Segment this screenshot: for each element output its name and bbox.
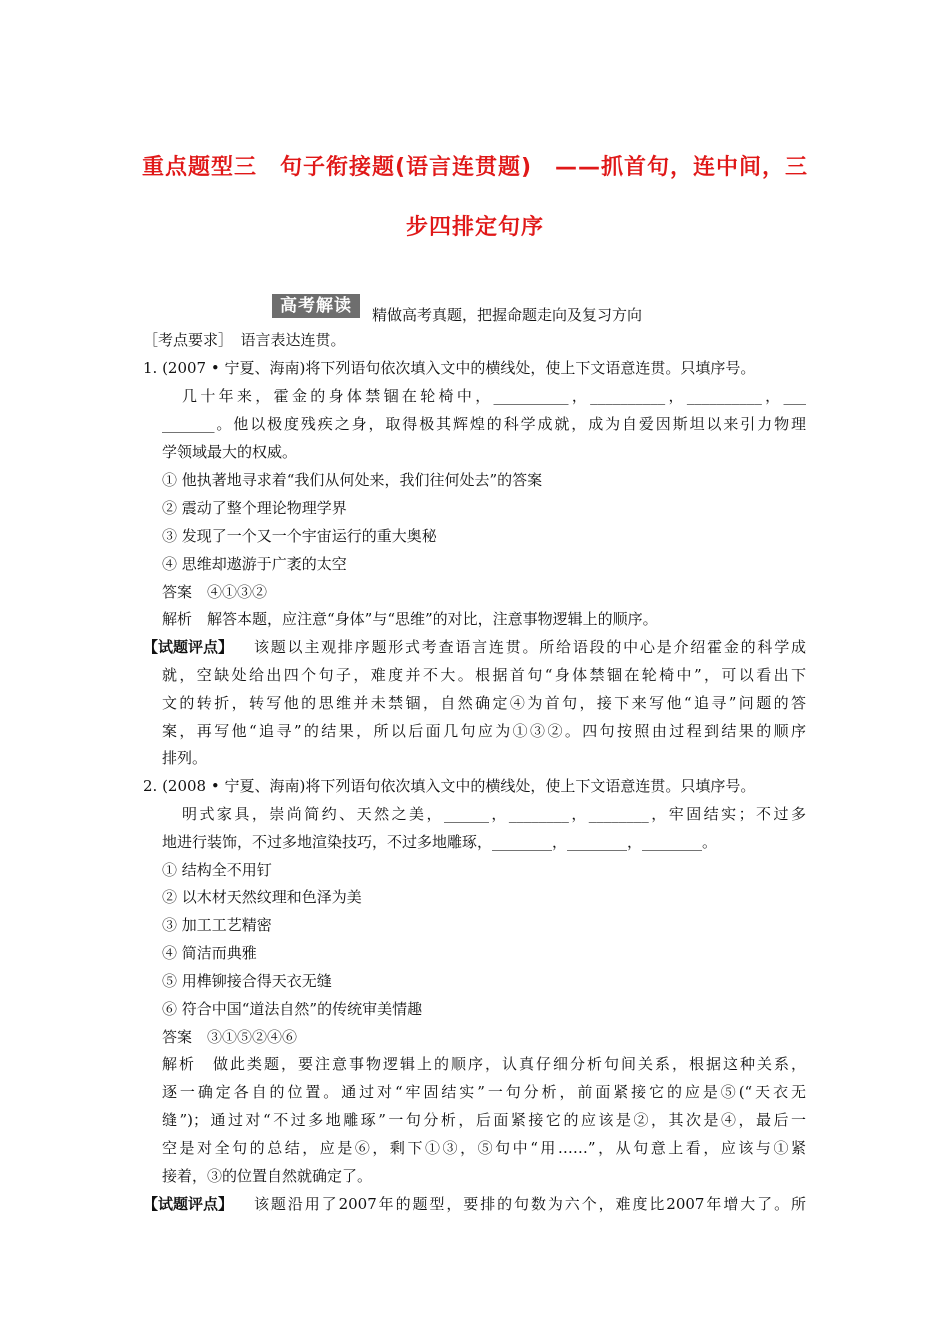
q2-option: ⑤ 用榫铆接合得天衣无缝 <box>162 972 332 990</box>
q2-option: ③ 加工工艺精密 <box>162 916 272 934</box>
q2-analysis-line: 解析 做此类题，要注意事物逻辑上的顺序，认真仔细分析句间关系，根据这种关系， <box>162 1055 806 1073</box>
q1-option: ① 他执著地寻求着“我们从何处来，我们往何处去”的答案 <box>162 471 543 489</box>
q2-analysis-line: 接着，③的位置自然就确定了。 <box>162 1167 373 1185</box>
q1-comment-line: 排列。 <box>162 749 208 767</box>
q2-answer: 答案 ③①⑤②④⑥ <box>162 1028 298 1046</box>
q2-option: ⑥ 符合中国“道法自然”的传统审美情趣 <box>162 1000 423 1018</box>
q1-passage-line: 几十年来，霍金的身体禁锢在轮椅中，__________，__________，__________，___ <box>182 387 806 405</box>
q2-option: ④ 简洁而典雅 <box>162 944 257 962</box>
q1-comment-line: 该题以主观排序题形式考查语言连贯。所给语段的中心是介绍霍金的科学成 <box>254 638 806 656</box>
q1-option: ② 震动了整个理论物理学界 <box>162 499 347 517</box>
q1-comment-line: 就，空缺处给出四个句子，难度并不大。根据首句“身体禁锢在轮椅中”，可以看出下 <box>162 666 806 684</box>
page-title-line1: 重点题型三 句子衔接题(语言连贯题) ——抓首句，连中间，三 <box>141 155 809 180</box>
q1-option: ④ 思维却遨游于广袤的太空 <box>162 555 347 573</box>
q2-analysis-line: 缝”)；通过对“不过多地雕琢”一句分析，后面紧接它的应该是②，其次是④，最后一 <box>162 1111 806 1129</box>
section-banner-text: 精做高考真题，把握命题走向及复习方向 <box>372 305 643 324</box>
q1-option: ③ 发现了一个又一个宇宙运行的重大奥秘 <box>162 527 437 545</box>
q2-option: ② 以木材天然纹理和色泽为美 <box>162 888 362 906</box>
q2-passage-line: 明式家具，崇尚简约、天然之美，______，________，________，牢固结实；不过多 <box>182 805 806 823</box>
q1-passage-line: _______。他以极度残疾之身，取得极其辉煌的科学成就，成为自爱因斯坦以来引力物理 <box>162 415 806 433</box>
q1-comment-label: 【试题评点】 <box>143 638 234 656</box>
section-badge: 高考解读 <box>272 294 360 318</box>
q2-passage-line: 地进行装饰，不过多地渲染技巧，不过多地雕琢，________，________，________。 <box>162 833 718 851</box>
q2-analysis-line: 空是对全句的总结，应是⑥，剩下①③，⑤句中“用……”，从句意上看，应该与①紧 <box>162 1139 806 1157</box>
q2-comment-label: 【试题评点】 <box>143 1195 234 1213</box>
q2-comment: 该题沿用了2007年的题型，要排的句数为六个，难度比2007年增大了。所 <box>254 1195 806 1213</box>
q2-analysis-line: 逐一确定各自的位置。通过对“牢固结实”一句分析，前面紧接它的应是⑤(“天衣无 <box>162 1083 806 1101</box>
q2-stem: 2. (2008 • 宁夏、海南)将下列语句依次填入文中的横线处，使上下文语意连贯。只填序号。 <box>143 777 756 795</box>
q1-analysis: 解析 解答本题，应注意“身体”与“思维”的对比，注意事物逻辑上的顺序。 <box>162 610 658 628</box>
q1-comment-line: 案，再写他“追寻”的结果，所以后面几句应为①③②。四句按照由过程到结果的顺序 <box>162 722 806 740</box>
q1-stem: 1. (2007 • 宁夏、海南)将下列语句依次填入文中的横线处，使上下文语意连贯。只填序号。 <box>143 359 756 377</box>
q2-option: ① 结构全不用钉 <box>162 861 272 879</box>
section-banner <box>272 294 643 324</box>
q1-passage-line: 学领域最大的权威。 <box>162 443 298 461</box>
q1-answer: 答案 ④①③② <box>162 583 268 601</box>
q1-comment-line: 文的转折，转写他的思维并未禁锢，自然确定④为首句，接下来写他“追寻”问题的答 <box>162 694 806 712</box>
requirement: ［考点要求］ 语言表达连贯。 <box>143 331 346 349</box>
page-title-line2: 步四排定句序 <box>405 215 544 240</box>
